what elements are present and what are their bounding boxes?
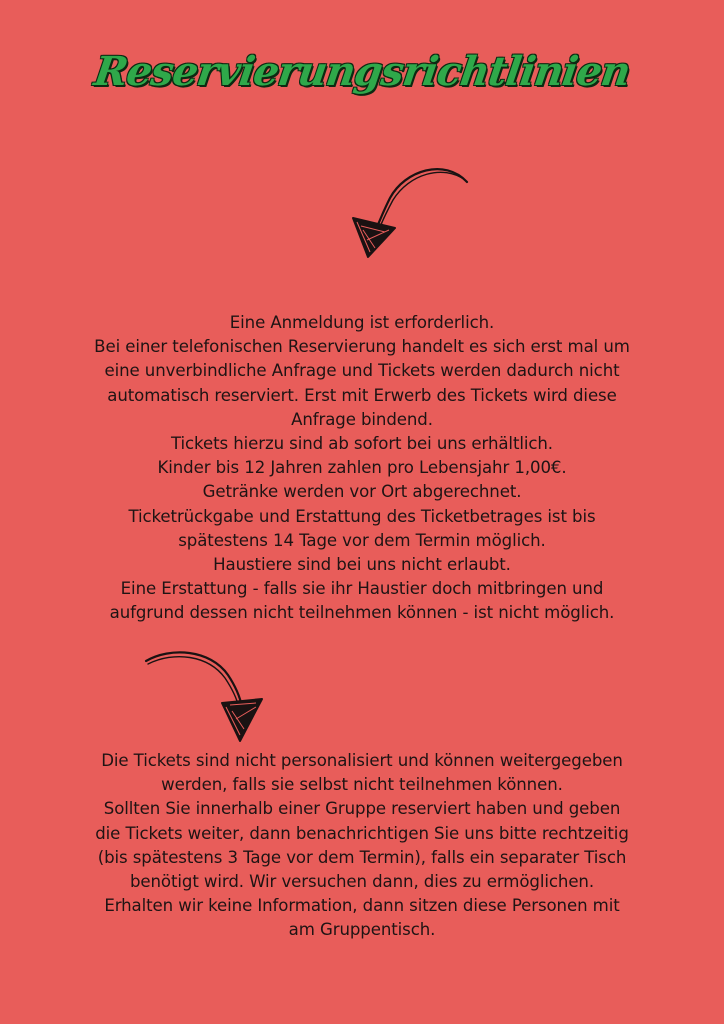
policy-line: benötigt wird. Wir versuchen dann, dies zu ermöglichen.	[129, 872, 595, 892]
policy-line: Bei einer telefonischen Reservierung handelt es sich erst mal um	[94, 337, 630, 357]
policy-line: Eine Anmeldung ist erforderlich.	[229, 313, 495, 332]
policy-line: Anfrage bindend.	[291, 409, 433, 429]
policy-line: eine unverbindliche Anfrage und Tickets werden dadurch nicht	[104, 361, 620, 381]
policy-line: am Gruppentisch.	[288, 920, 436, 940]
policy-line: werden, falls sie selbst nicht teilnehmen können.	[161, 775, 563, 795]
curved-arrow-down-right-icon	[140, 645, 270, 745]
policy-line: Kinder bis 12 Jahren zahlen pro Lebensjahr 1,00€.	[157, 458, 567, 478]
policy-line: Eine Erstattung - falls sie ihr Haustier doch mitbringen und	[120, 579, 604, 599]
policy-line: aufgrund dessen nicht teilnehmen können - ist nicht möglich.	[109, 603, 615, 623]
policy-line: die Tickets weiter, dann benachrichtigen Sie uns bitte rechtzeitig	[95, 823, 629, 843]
policy-line: Erhalten wir keine Information, dann sitzen diese Personen mit	[104, 896, 620, 916]
policy-line: spätestens 14 Tage vor dem Termin möglich.	[178, 530, 546, 550]
policy-line: automatisch reserviert. Erst mit Erwerb des Tickets wird diese	[107, 385, 617, 405]
policy-section-1	[62, 311, 662, 626]
page-title: Reservierungsrichtlinien	[91, 48, 633, 95]
policy-line: (bis spätestens 3 Tage vor dem Termin), falls ein separater Tisch	[97, 847, 627, 867]
policy-line: Ticketrückgabe und Erstattung des Ticketbetrages ist bis	[128, 506, 596, 526]
policy-line: Sollten Sie innerhalb einer Gruppe reserviert haben und geben	[103, 799, 621, 819]
policy-line: Tickets hierzu sind ab sofort bei uns erhältlich.	[171, 434, 553, 454]
policy-line: Haustiere sind bei uns nicht erlaubt.	[213, 555, 511, 575]
curved-arrow-down-left-icon	[345, 160, 475, 265]
policy-section-2	[62, 749, 662, 943]
policy-line: Die Tickets sind nicht personalisiert und können weitergegeben	[101, 751, 623, 770]
policy-line: Getränke werden vor Ort abgerechnet.	[202, 482, 522, 502]
